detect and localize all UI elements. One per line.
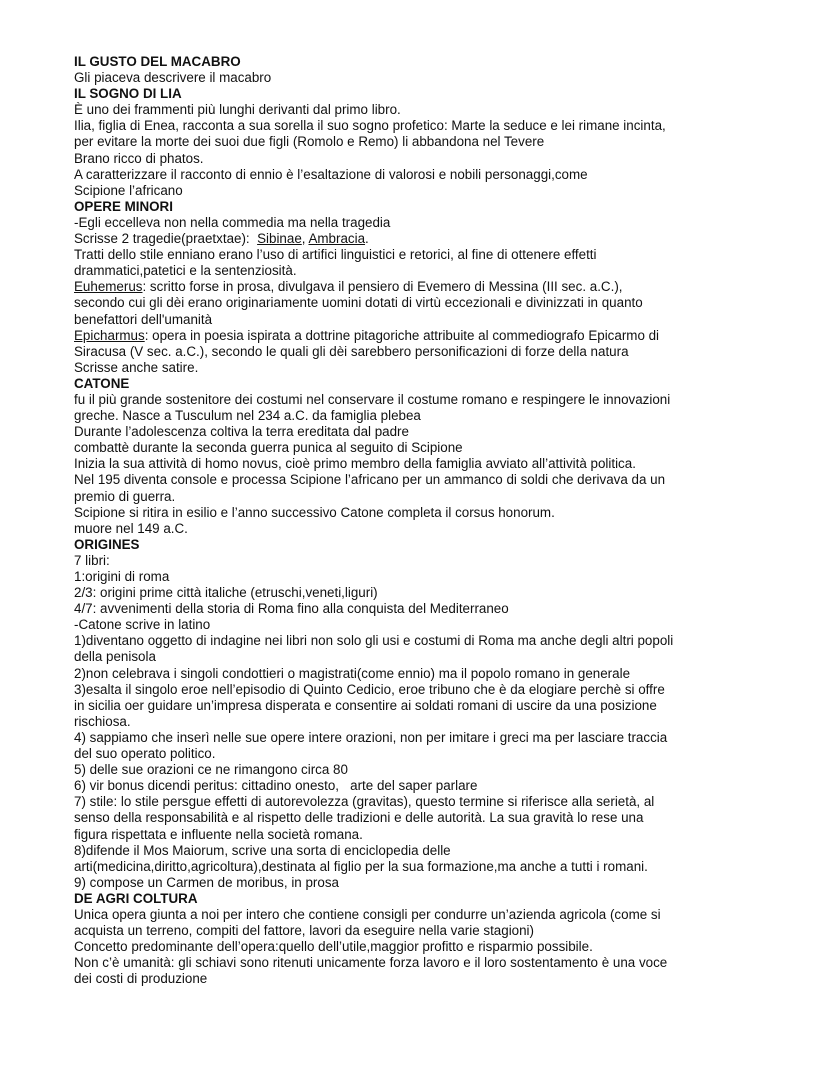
text-line: -Catone scrive in latino — [74, 617, 211, 633]
text-line: secondo cui gli dèi erano originariamente uomini dotati di virtù eccezionali e divinizzati in quanto — [74, 295, 643, 311]
underlined-title-epicharmus: Epicharmus — [74, 327, 145, 343]
text-fragment: . — [365, 231, 369, 247]
text-line: Nel 195 diventa console e processa Scipione l’africano per un ammanco di soldi che derivava da un — [74, 472, 666, 488]
text-line: È uno dei frammenti più lunghi derivanti dal primo libro. — [74, 102, 401, 118]
text-line: 2)non celebrava i singoli condottieri o magistrati(come ennio) ma il popolo romano in generale — [74, 665, 631, 681]
text-line: Gli piaceva descrivere il macabro — [74, 70, 272, 86]
text-line: 1:origini di roma — [74, 569, 170, 584]
text-fragment: : scritto forse in prosa, divulgava il pensiero di Evemero di Messina (III sec. a.C.), — [142, 279, 623, 295]
text-line: Scrisse anche satire. — [74, 359, 199, 375]
text-line: 4) sappiamo che inserì nelle sue opere intere orazioni, non per imitare i greci ma per lasciare traccia — [74, 729, 668, 745]
text-line: 3)esalta il singolo eroe nell’episodio di Quinto Cedicio, eroe tribuno che è da elogiare perchè si offre — [74, 681, 665, 697]
text-line: 5) delle sue orazioni ce ne rimangono circa 80 — [74, 762, 348, 778]
text-line: per evitare la morte dei suoi due figli (Romolo e Remo) li abbandona nel Tevere — [74, 134, 545, 150]
text-line: Siracusa (V sec. a.C.), secondo le quali gli dèi sarebbero personificazioni di forze della natura — [74, 343, 629, 359]
text-line: della penisola — [74, 649, 156, 665]
text-line-euhemerus — [74, 279, 774, 295]
text-line: combattè durante la seconda guerra punica al seguito di Scipione — [74, 440, 463, 456]
text-line: acquista un terreno, compiti del fattore, lavori da eseguire nella varie stagioni) — [74, 923, 534, 939]
heading-gusto-macabro: IL GUSTO DEL MACABRO — [74, 54, 241, 69]
text-line: Tratti dello stile enniano erano l’uso di artifici linguistici e retorici, al fine di ottenere effetti — [74, 247, 597, 263]
text-line: senso della responsabilità e al rispetto delle tradizioni e delle autorità. La sua gravità lo rese una — [74, 810, 644, 826]
text-line: 7 libri: — [74, 552, 110, 568]
text-line: 2/3: origini prime città italiche (etruschi,veneti,liguri) — [74, 585, 378, 601]
text-line: -Egli eccelleva non nella commedia ma nella tragedia — [74, 214, 391, 230]
text-line: figura rispettata e influente nella società romana. — [74, 826, 363, 842]
text-line: 6) vir bonus dicendi peritus: cittadino onesto, arte del saper parlare — [74, 778, 478, 794]
text-line: muore nel 149 a.C. — [74, 520, 188, 536]
text-line-tragedie — [74, 231, 774, 247]
heading-origines: ORIGINES — [74, 536, 140, 552]
text-line: Durante l’adolescenza coltiva la terra ereditata dal padre — [74, 424, 409, 440]
text-line: Inizia la sua attività di homo novus, cioè primo membro della famiglia avviato all’attività politica. — [74, 456, 636, 472]
underlined-title-sibinae: Sibinae — [257, 231, 302, 247]
text-line: Brano ricco di phatos. — [74, 150, 204, 166]
underlined-title-ambracia: Ambracia — [308, 231, 366, 247]
underlined-title-euhemerus: Euhemerus — [74, 279, 143, 295]
text-line: Unica opera giunta a noi per intero che contiene consigli per condurre un’azienda agricola (come si — [74, 906, 661, 922]
text-line: Ilia, figlia di Enea, racconta a sua sorella il suo sogno profetico: Marte la seduce e lei rimane incinta, — [74, 118, 666, 134]
text-line: 7) stile: lo stile persgue effetti di autorevolezza (gravitas), questo termine si riferisce alla serietà, al — [74, 794, 655, 810]
text-line-epicharmus — [74, 328, 774, 344]
text-line: Scipione si ritira in esilio e l’anno successivo Catone completa il corsus honorum. — [74, 504, 555, 520]
text-line: 9) compose un Carmen de moribus, in prosa — [74, 874, 339, 890]
text-fragment: Scrisse 2 tragedie(praetxtae): — [74, 231, 258, 247]
heading-opere-minori: OPERE MINORI — [74, 198, 173, 214]
text-line: rischiosa. — [74, 713, 131, 729]
text-line: Concetto predominante dell’opera:quello dell’utile,maggior profitto e risparmio possibile. — [74, 939, 593, 955]
text-line: Scipione l’africano — [74, 182, 183, 198]
text-line: Non c’è umanità: gli schiavi sono ritenuti unicamente forza lavoro e il loro sostentamento è una voce — [74, 955, 668, 971]
text-line: fu il più grande sostenitore dei costumi nel conservare il costume romano e respingere le innovazioni — [74, 391, 671, 407]
text-line: premio di guerra. — [74, 488, 176, 504]
text-line: dei costi di produzione — [74, 971, 208, 987]
heading-sogno-lia: IL SOGNO DI LIA — [74, 86, 182, 102]
text-line: arti(medicina,diritto,agricoltura),destinata al figlio per la sua formazione,ma anche a tutti i romani. — [74, 858, 648, 874]
text-line: drammatici,patetici e la sentenziosità. — [74, 263, 297, 279]
heading-de-agri-coltura: DE AGRI COLTURA — [74, 890, 198, 906]
text-line: benefattori dell'umanità — [74, 311, 213, 327]
text-fragment: , — [301, 231, 309, 247]
document-page — [74, 54, 774, 987]
text-line: 4/7: avvenimenti della storia di Roma fino alla conquista del Mediterraneo — [74, 601, 509, 617]
heading-catone: CATONE — [74, 375, 130, 391]
text-line: 8)difende il Mos Maiorum, scrive una sorta di enciclopedia delle — [74, 842, 451, 858]
text-line: A caratterizzare il racconto di ennio è l’esaltazione di valorosi e nobili personaggi,come — [74, 166, 588, 182]
text-fragment: : opera in poesia ispirata a dottrine pitagoriche attribuite al commediografo Epicarmo di — [144, 327, 660, 343]
text-line: 1)diventano oggetto di indagine nei libri non solo gli usi e costumi di Roma ma anche degli altri popoli — [74, 633, 674, 649]
text-line: del suo operato politico. — [74, 746, 216, 762]
text-line: greche. Nasce a Tusculum nel 234 a.C. da famiglia plebea — [74, 408, 421, 424]
text-line: in sicilia oer guidare un’impresa disperata e consentire ai soldati romani di uscire da una posizione — [74, 697, 657, 713]
